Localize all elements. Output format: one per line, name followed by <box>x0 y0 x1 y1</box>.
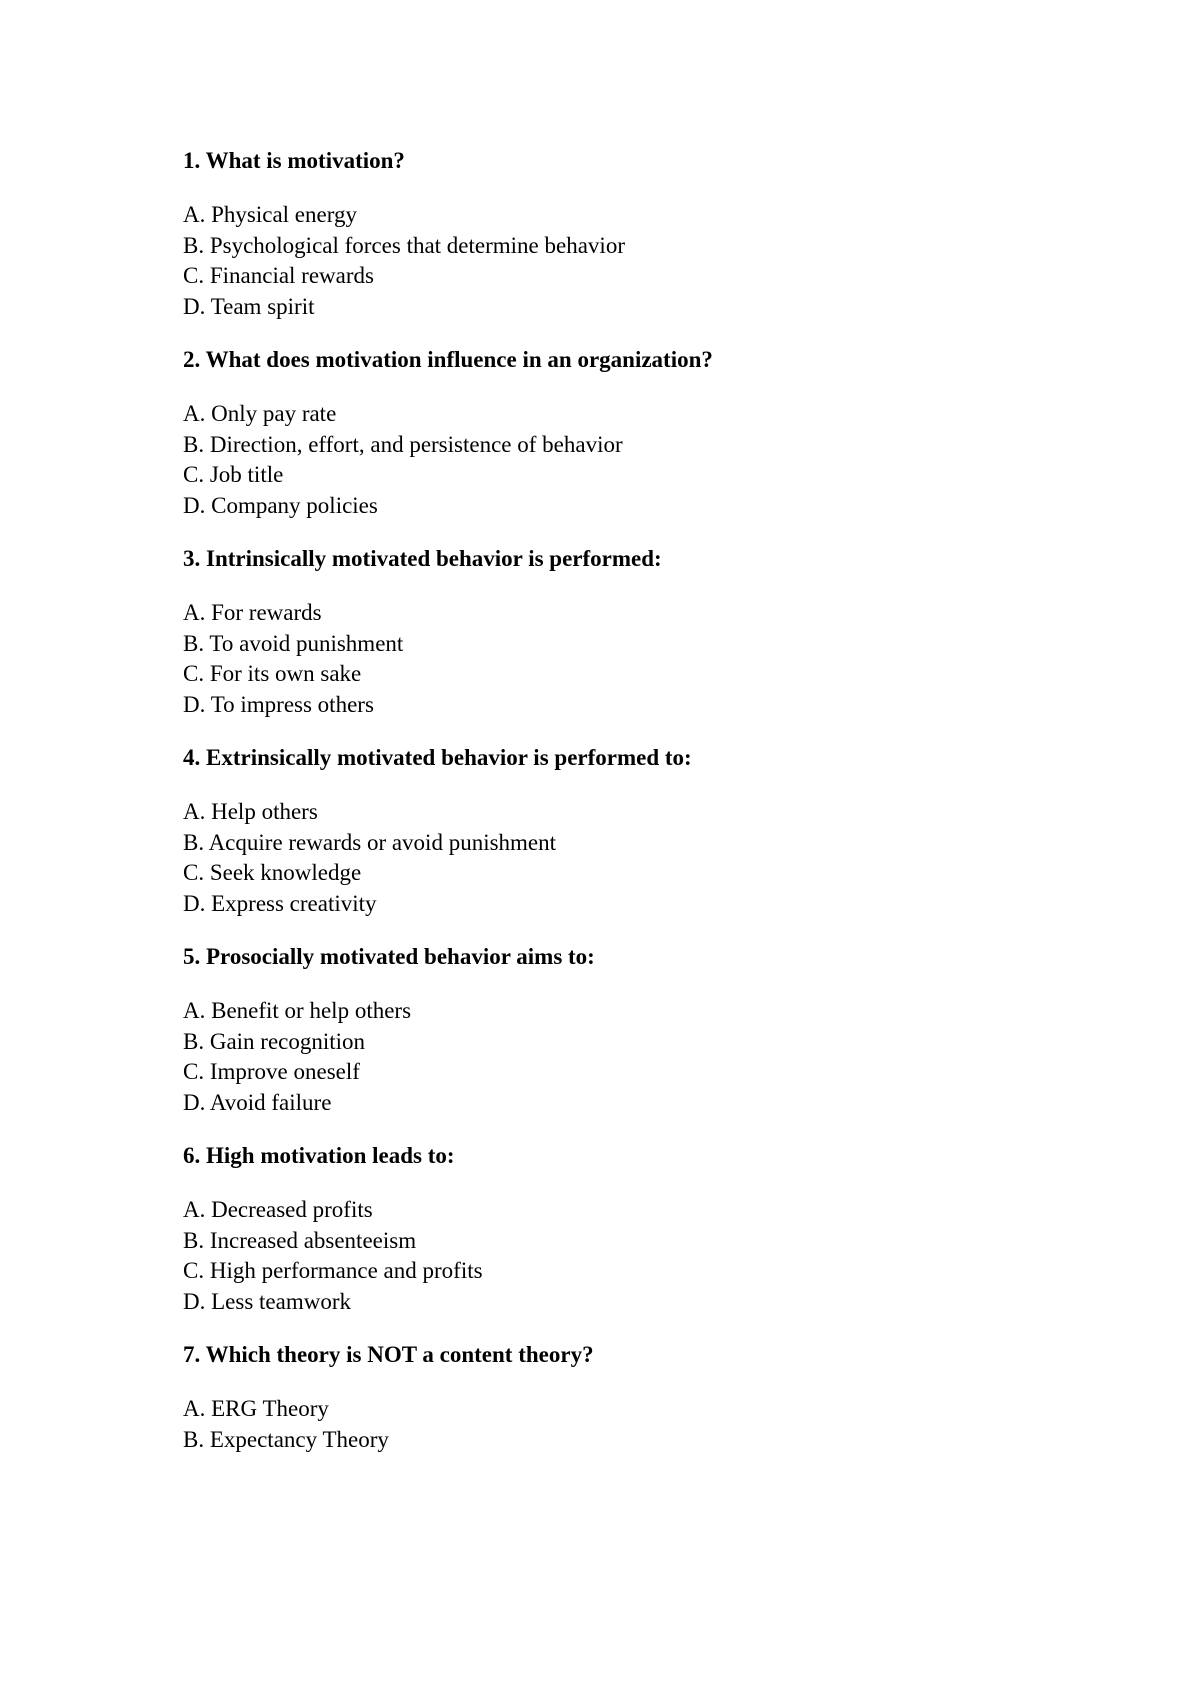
option-c: C. For its own sake <box>183 661 362 686</box>
option-b: B. To avoid punishment <box>183 630 404 656</box>
option-b: B. Psychological forces that determine behavior <box>183 232 625 258</box>
question-text: 7. Which theory is NOT a content theory? <box>183 1342 594 1367</box>
option-list <box>183 200 1083 322</box>
option-list <box>183 598 1083 720</box>
option-a: A. Only pay rate <box>183 401 337 426</box>
option-a: A. Decreased profits <box>183 1197 373 1222</box>
option-d: D. Express creativity <box>183 890 377 916</box>
question-text: 4. Extrinsically motivated behavior is performed to: <box>183 745 692 770</box>
option-a: A. Physical energy <box>183 202 357 227</box>
option-list <box>183 1394 1083 1455</box>
option-a: A. For rewards <box>183 600 322 625</box>
option-d: D. Team spirit <box>183 293 315 319</box>
option-list <box>183 399 1083 521</box>
question-4 <box>183 743 1083 919</box>
option-b: B. Increased absenteeism <box>183 1227 417 1253</box>
option-c: C. High performance and profits <box>183 1258 483 1283</box>
option-d: D. Avoid failure <box>183 1089 332 1115</box>
option-list <box>183 1195 1083 1317</box>
option-list <box>183 996 1083 1118</box>
option-a: A. Benefit or help others <box>183 998 412 1023</box>
question-text: 2. What does motivation influence in an organization? <box>183 347 713 372</box>
option-c: C. Improve oneself <box>183 1059 360 1084</box>
option-d: D. To impress others <box>183 691 374 717</box>
option-c: C. Seek knowledge <box>183 860 362 885</box>
question-text: 6. High motivation leads to: <box>183 1143 455 1168</box>
option-list <box>183 797 1083 919</box>
option-b: B. Expectancy Theory <box>183 1426 389 1452</box>
option-b: B. Acquire rewards or avoid punishment <box>183 829 557 855</box>
option-d: D. Less teamwork <box>183 1288 351 1314</box>
question-text: 5. Prosocially motivated behavior aims to: <box>183 944 595 969</box>
question-3 <box>183 544 1083 720</box>
option-b: B. Gain recognition <box>183 1028 366 1054</box>
question-7 <box>183 1340 1083 1455</box>
option-d: D. Company policies <box>183 492 378 518</box>
question-text: 1. What is motivation? <box>183 148 405 173</box>
option-c: C. Financial rewards <box>183 263 374 288</box>
option-b: B. Direction, effort, and persistence of behavior <box>183 431 623 457</box>
option-a: A. ERG Theory <box>183 1396 329 1421</box>
question-1 <box>183 146 1083 322</box>
option-a: A. Help others <box>183 799 318 824</box>
option-c: C. Job title <box>183 462 284 487</box>
question-5 <box>183 942 1083 1118</box>
question-text: 3. Intrinsically motivated behavior is performed: <box>183 546 662 571</box>
quiz-content <box>183 146 1083 1478</box>
question-2 <box>183 345 1083 521</box>
question-6 <box>183 1141 1083 1317</box>
